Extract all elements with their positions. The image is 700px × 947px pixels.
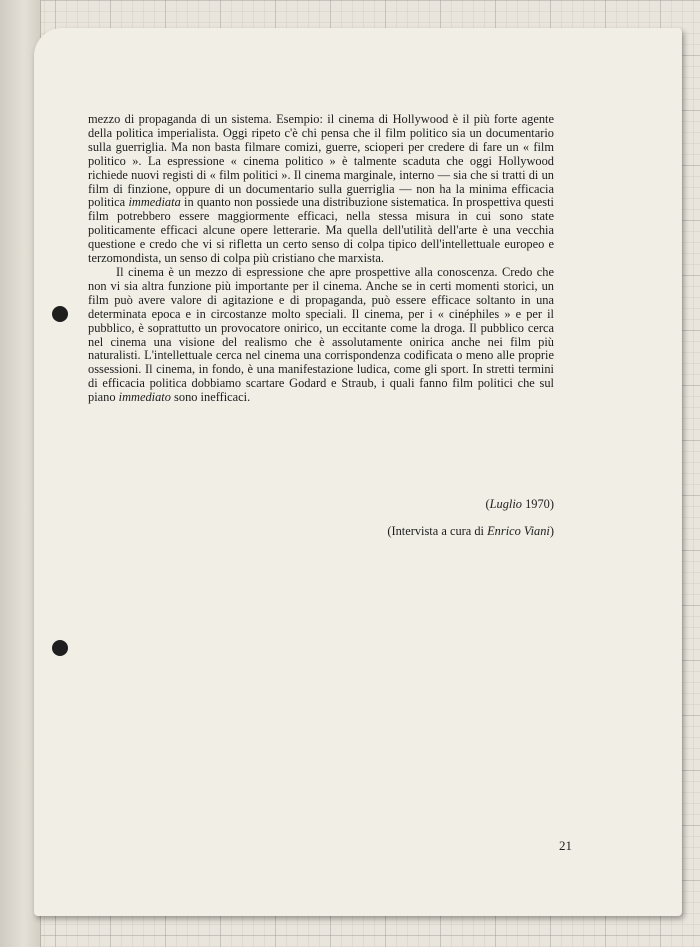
binder-hole-upper xyxy=(52,306,68,322)
paragraph-2-text-a: Il cinema è un mezzo di espressione che apre prospettive alla conoscenza. Credo che non vi sia altra funzione più importante per il cinema. Anche se in certi momenti storici, un film può avere valore di agitazione e di propaganda, può essere efficace soltanto in una determinata epoca e in circostanze molto speciali. Il cinema, per i « cinéphiles » e per il pubblico, è soprattutto un provocatore onirico, un eccitante come la droga. Il pubblico cerca nel cinema una visione del realismo che è assolutamente onirica anche nei film più naturalisti. L'intellettuale cerca nel cinema una corrispondenza codificata o meno alle proprie ossessioni. Il cinema, in fondo, è una manifestazione ludica, come gli sport. In stretti termini di efficacia politica dobbiamo scartare Godard e Straub, i quali fanno film politici che sul piano xyxy=(88,264,554,405)
date-open: ( xyxy=(485,497,490,511)
paragraph-1 xyxy=(88,113,554,266)
credit-suffix: ) xyxy=(549,524,554,538)
date-month: Luglio xyxy=(489,497,522,511)
page-number: 21 xyxy=(559,838,572,853)
credit-prefix: (Intervista a cura di xyxy=(387,524,488,538)
paragraph-2 xyxy=(88,266,554,405)
paragraph-2-text-b: sono inefficaci. xyxy=(170,390,251,405)
date-year: 1970) xyxy=(521,497,554,511)
binder-hole-lower xyxy=(52,640,68,656)
paragraph-2-italic: immediato xyxy=(118,390,171,405)
credit-author: Enrico Viani xyxy=(487,524,550,538)
interview-credit xyxy=(387,524,554,539)
paragraph-1-text-a: mezzo di propaganda di un sistema. Esempio: il cinema di Hollywood è il più forte agente della politica imperialista. Oggi ripeto c'è chi pensa che il film politico sia un documentario sulla guerriglia. Ma non basta filmare comizi, guerre, scioperi per credere di fare un « film politico ». La espressione « cinema politico » è talmente scaduta che oggi Hollywood richiede nuovi registi di « film politici ». Il cinema marginale, interno — sia che si tratti di un film di finzione, oppure di un documentario sulla guerriglia — non ha la minima efficacia politica xyxy=(88,112,554,210)
paragraph-1-text-b: in quanto non possiede una distribuzione sistematica. In prospettiva questi film potrebbero essere maggiormente efficaci, nella stessa misura in cui sono state politicamente efficaci alcune opere letterarie. Ma quella dell'utilità dell'arte è una vecchia questione e credo che vi si rifletta un certo senso di colpa tipico dell'intellettuale europeo e terzomondista, un senso di colpa più cristiano che marxista. xyxy=(88,195,554,266)
paragraph-1-italic: immediata xyxy=(128,195,181,210)
article-body xyxy=(88,113,554,405)
date-line xyxy=(485,497,554,512)
